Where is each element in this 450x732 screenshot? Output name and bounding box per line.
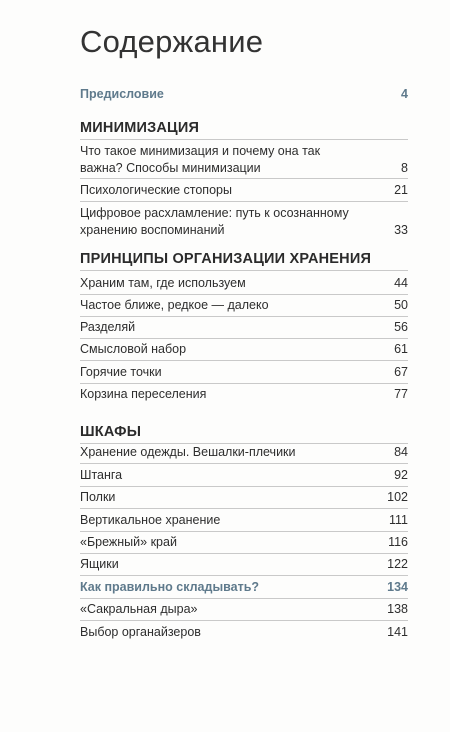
entry-divider	[80, 508, 408, 509]
toc-entry[interactable]	[80, 534, 408, 551]
toc-entry-page: 92	[394, 468, 408, 482]
toc-entry-page: 111	[388, 513, 408, 527]
entry-divider	[80, 620, 408, 621]
toc-entry[interactable]	[80, 297, 408, 314]
entry-divider	[80, 360, 408, 361]
toc-entry-page: 56	[394, 320, 408, 334]
toc-entry-label: Корзина переселения	[80, 387, 207, 401]
toc-entry-page: 61	[394, 342, 408, 356]
entry-divider	[80, 486, 408, 487]
entry-divider	[80, 201, 408, 202]
entry-divider	[80, 316, 408, 317]
toc-entry[interactable]	[80, 624, 408, 641]
toc-entry-label: Цифровое расхламление: путь к осознанному хранению воспоминаний	[80, 206, 349, 237]
toc-entry[interactable]	[80, 319, 408, 336]
toc-entry-page: 116	[388, 535, 408, 549]
entry-divider	[80, 463, 408, 464]
toc-entry-label: Разделяй	[80, 320, 136, 334]
toc-entry-label: Что такое минимизация и почему она так важна? Способы минимизации	[80, 144, 321, 175]
toc-entry[interactable]	[80, 556, 408, 573]
toc-entry-page: 4	[401, 87, 408, 101]
toc-entry-label: Как правильно складывать?	[80, 580, 260, 594]
toc-entry-page: 21	[394, 183, 408, 197]
toc-entry-label: «Сакральная дыра»	[80, 602, 198, 616]
entry-divider	[80, 553, 408, 554]
toc-entry[interactable]	[80, 512, 408, 529]
toc-entry[interactable]	[80, 444, 408, 461]
toc-entry-page: 77	[394, 387, 408, 401]
toc-entry[interactable]	[80, 275, 408, 292]
toc-entry[interactable]	[80, 386, 408, 403]
toc-entry-page: 141	[387, 625, 408, 639]
toc-entry-page: 33	[394, 223, 408, 237]
toc-entry-highlighted[interactable]	[80, 579, 408, 596]
page-title: Содержание	[80, 24, 264, 59]
toc-entry-page: 67	[394, 365, 408, 379]
section-heading-storage-principles: ПРИНЦИПЫ ОРГАНИЗАЦИИ ХРАНЕНИЯ	[80, 251, 372, 267]
toc-entry[interactable]	[80, 182, 408, 199]
toc-entry-label: Выбор органайзеров	[80, 625, 201, 639]
toc-entry[interactable]	[80, 205, 408, 239]
toc-entry[interactable]	[80, 489, 408, 506]
toc-entry-label: «Брежный» край	[80, 535, 177, 549]
toc-entry[interactable]	[80, 364, 408, 381]
toc-entry-page: 138	[387, 602, 408, 616]
entry-divider	[80, 575, 408, 576]
section-heading-wardrobes: ШКАФЫ	[80, 424, 142, 440]
toc-entry-preface[interactable]	[80, 86, 408, 103]
section-divider	[80, 139, 408, 140]
toc-entry-page: 44	[394, 276, 408, 290]
toc-entry-label: Частое ближе, редкое — далеко	[80, 298, 269, 312]
toc-entry-page: 8	[401, 161, 408, 175]
toc-entry-label: Вертикальное хранение	[80, 513, 221, 527]
entry-divider	[80, 178, 408, 179]
toc-entry-label: Штанга	[80, 468, 123, 482]
entry-divider	[80, 598, 408, 599]
entry-divider	[80, 294, 408, 295]
toc-entry-label: Горячие точки	[80, 365, 162, 379]
toc-entry-label: Психологические стопоры	[80, 183, 232, 197]
toc-entry-label: Хранение одежды. Вешалки-плечики	[80, 445, 296, 459]
toc-entry-label: Смысловой набор	[80, 342, 187, 356]
toc-entry[interactable]	[80, 601, 408, 618]
entry-divider	[80, 531, 408, 532]
toc-entry-page: 50	[394, 298, 408, 312]
entry-divider	[80, 383, 408, 384]
section-heading-minimization: МИНИМИЗАЦИЯ	[80, 120, 200, 136]
entry-divider	[80, 338, 408, 339]
toc-entry[interactable]	[80, 467, 408, 484]
toc-entry[interactable]	[80, 143, 408, 177]
toc-entry-page: 134	[387, 580, 408, 594]
toc-entry[interactable]	[80, 341, 408, 358]
toc-entry-label: Предисловие	[80, 87, 164, 101]
toc-entry-label: Полки	[80, 490, 116, 504]
toc-entry-page: 102	[387, 490, 408, 504]
toc-entry-page: 84	[394, 445, 408, 459]
section-divider	[80, 270, 408, 271]
toc-entry-label: Храним там, где используем	[80, 276, 246, 290]
toc-entry-page: 122	[387, 557, 408, 571]
toc-entry-label: Ящики	[80, 557, 119, 571]
